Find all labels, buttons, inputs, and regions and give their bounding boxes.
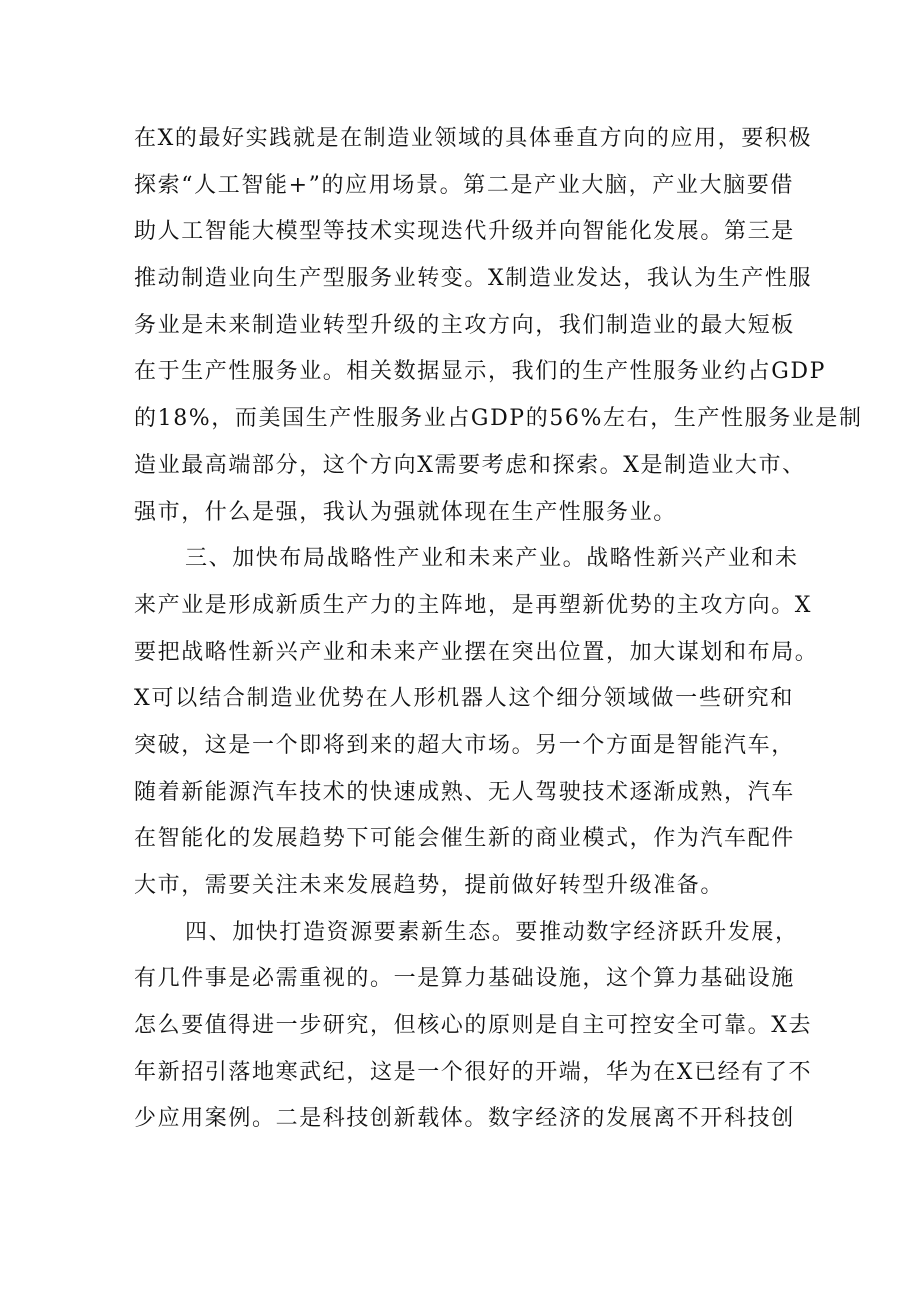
text-line: 务业是未来制造业转型升级的主攻方向，我们制造业的最大短板 [134, 312, 795, 338]
text-line: 在X的最好实践就是在制造业领域的具体垂直方向的应用，要积极 [134, 126, 813, 151]
section-heading-line: 四、加快打造资源要素新生态。要推动数字经济跃升发展， [185, 919, 799, 945]
text-line: 大市，需要关注未来发展趋势，提前做好转型升级准备。 [134, 873, 725, 898]
text-line: 少应用案例。二是科技创新载体。数字经济的发展离不开科技创 [134, 1106, 795, 1132]
text-line: X可以结合制造业优势在人形机器人这个细分领域做一些研究和 [134, 686, 794, 712]
text-line: 随着新能源汽车技术的快速成熟、无人驾驶技术逐渐成熟，汽车 [134, 779, 795, 805]
text-line: 有几件事是必需重视的。一是算力基础设施，这个算力基础设施 [134, 966, 795, 992]
text-line: 要把战略性新兴产业和未来产业摆在突出位置，加大谋划和布局。 [134, 639, 819, 665]
text-line: 强市，什么是强，我认为强就体现在生产性服务业。 [134, 499, 677, 525]
text-line: 在于生产性服务业。相关数据显示，我们的生产性服务业约占GDP [134, 359, 827, 385]
text-line: 推动制造业向生产型服务业转变。X制造业发达，我认为生产性服 [134, 266, 813, 292]
text-line: 突破，这是一个即将到来的超大市场。另一个方面是智能汽车， [134, 732, 795, 758]
text-line: 的18%，而美国生产性服务业占GDP的56%左右，生产性服务业是制 [134, 406, 863, 432]
text-line: 探索“人工智能+”的应用场景。第二是产业大脑，产业大脑要借 [134, 172, 794, 198]
text-line: 来产业是形成新质生产力的主阵地，是再塑新优势的主攻方向。X [134, 592, 813, 618]
text-line: 在智能化的发展趋势下可能会催生新的商业模式，作为汽车配件 [134, 826, 795, 852]
text-line: 助人工智能大模型等技术实现迭代升级并向智能化发展。第三是 [134, 219, 795, 245]
text-line: 造业最高端部分，这个方向X需要考虑和探索。X是制造业大市、 [134, 452, 806, 478]
text-line: 怎么要值得进一步研究，但核心的原则是自主可控安全可靠。X去 [134, 1013, 813, 1039]
text-line: 年新招引落地寒武纪，这是一个很好的开端，华为在X已经有了不 [134, 1059, 813, 1085]
section-heading-line: 三、加快布局战略性产业和未来产业。战略性新兴产业和未 [185, 546, 799, 572]
body-text [134, 116, 863, 1143]
